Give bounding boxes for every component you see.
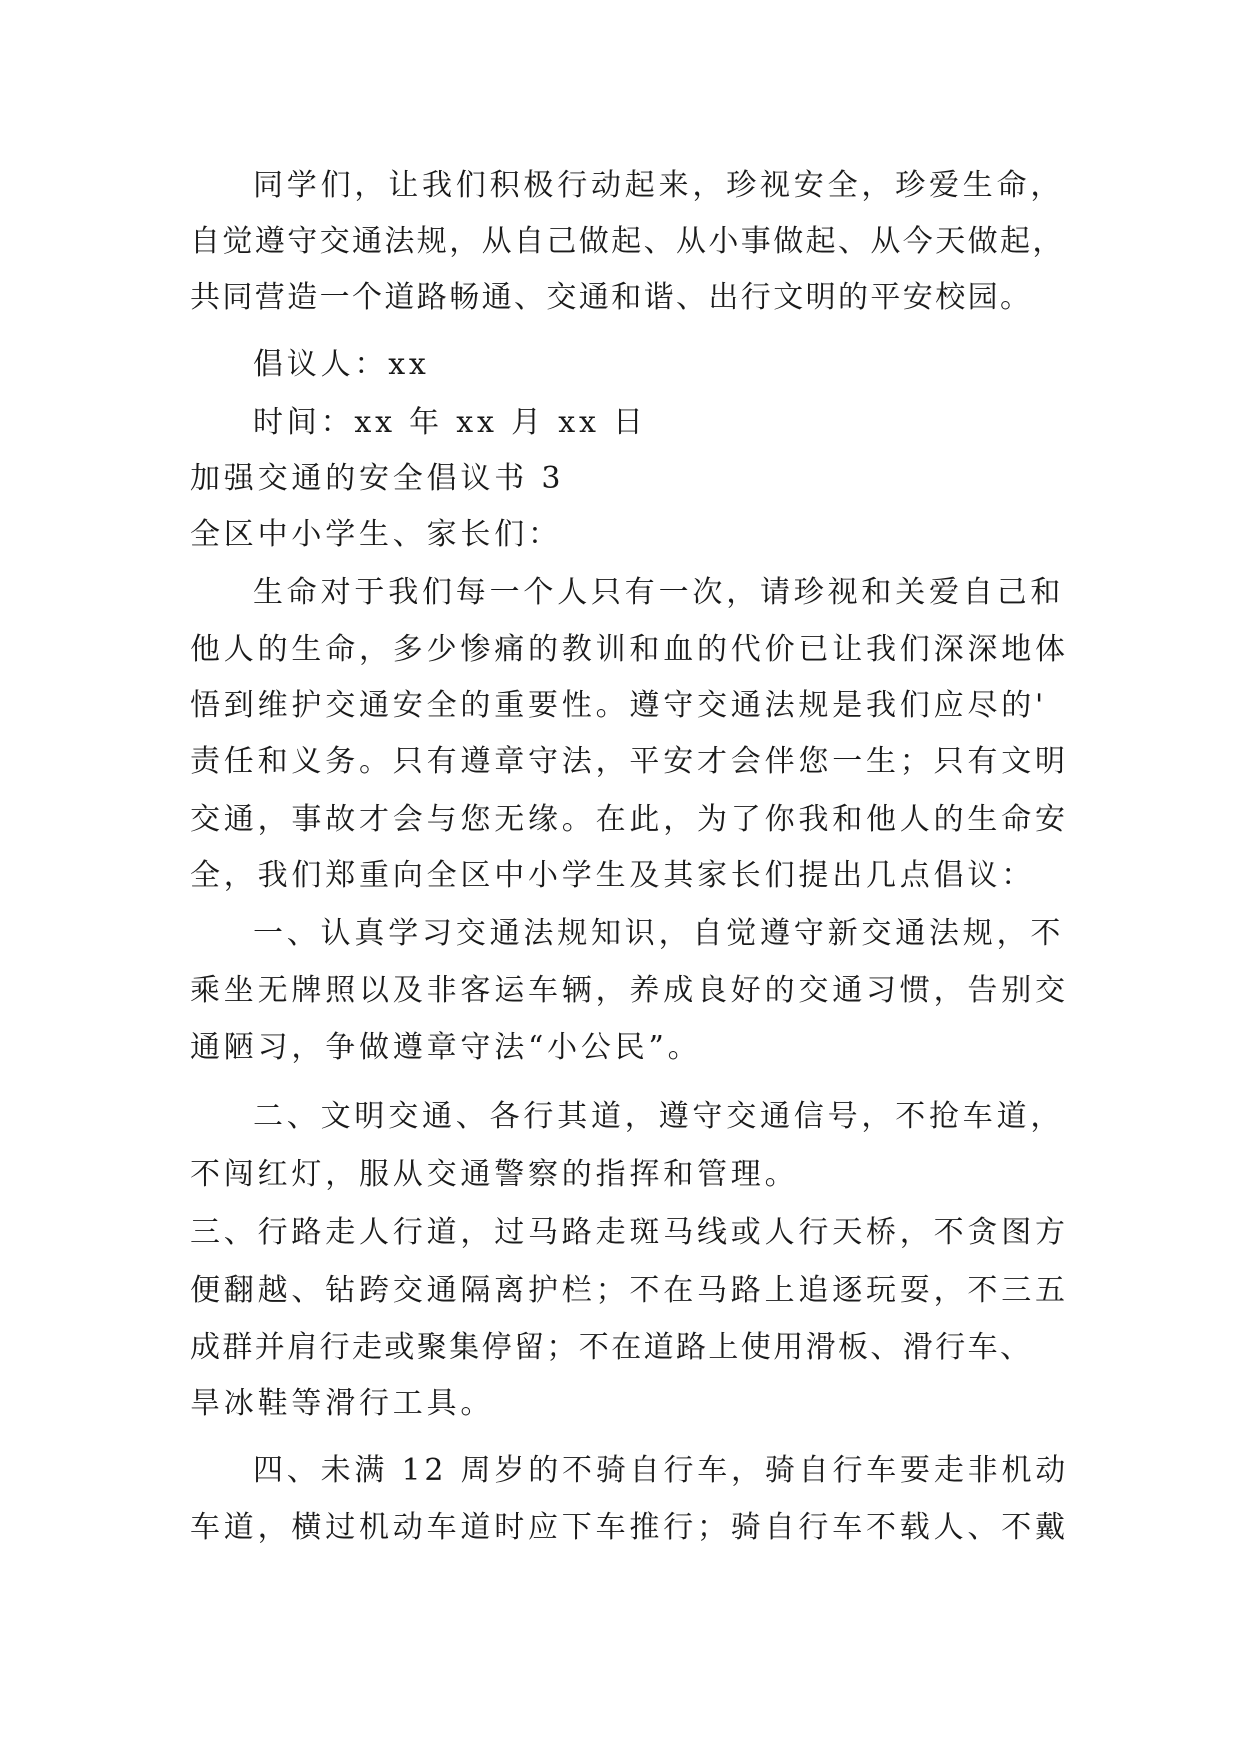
paragraph-line: 责任和义务。只有遵章守法，平安才会伴您一生；只有文明 bbox=[190, 744, 1069, 779]
paragraph-line: 不闯红灯，服从交通警察的指挥和管理。 bbox=[190, 1157, 799, 1192]
salutation: 全区中小学生、家长们： bbox=[190, 517, 562, 552]
paragraph-line: 二、文明交通、各行其道，遵守交通信号，不抢车道， bbox=[253, 1099, 1065, 1134]
section-title: 加强交通的安全倡议书 3 bbox=[190, 461, 565, 496]
paragraph-line: 乘坐无牌照以及非客运车辆，养成良好的交通习惯，告别交 bbox=[190, 973, 1069, 1008]
paragraph-line: 成群并肩行走或聚集停留；不在道路上使用滑板、滑行车、 bbox=[190, 1330, 1033, 1365]
paragraph-line: 便翻越、钻跨交通隔离护栏；不在马路上追逐玩耍，不三五 bbox=[190, 1273, 1069, 1308]
paragraph-line: 悟到维护交通安全的重要性。遵守交通法规是我们应尽的' bbox=[190, 688, 1048, 723]
paragraph-line: 三、行路走人行道，过马路走斑马线或人行天桥，不贪图方 bbox=[190, 1215, 1069, 1250]
paragraph-line: 旱冰鞋等滑行工具。 bbox=[190, 1386, 495, 1421]
paragraph-line: 同学们，让我们积极行动起来，珍视安全，珍爱生命， bbox=[253, 168, 1065, 203]
signatory-line: 倡议人：xx bbox=[253, 347, 430, 382]
paragraph-line: 共同营造一个道路畅通、交通和谐、出行文明的平安校园。 bbox=[190, 280, 1033, 315]
paragraph-line: 交通，事故才会与您无缘。在此，为了你我和他人的生命安 bbox=[190, 802, 1069, 837]
paragraph-line: 他人的生命，多少惨痛的教训和血的代价已让我们深深地体 bbox=[190, 632, 1069, 667]
paragraph-line: 全，我们郑重向全区中小学生及其家长们提出几点倡议： bbox=[190, 858, 1035, 893]
paragraph-line: 通陋习，争做遵章守法“小公民”。 bbox=[190, 1030, 702, 1065]
paragraph-line: 车道，横过机动车道时应下车推行；骑自行车不载人、不戴 bbox=[190, 1510, 1069, 1545]
paragraph-line: 四、未满 12 周岁的不骑自行车，骑自行车要走非机动 bbox=[253, 1453, 1070, 1488]
paragraph-line: 生命对于我们每一个人只有一次，请珍视和关爱自己和 bbox=[253, 575, 1065, 610]
paragraph-line: 一、认真学习交通法规知识，自觉遵守新交通法规，不 bbox=[253, 916, 1065, 951]
paragraph-line: 自觉遵守交通法规，从自己做起、从小事做起、从今天做起， bbox=[190, 224, 1065, 259]
date-line: 时间：xx 年 xx 月 xx 日 bbox=[253, 405, 647, 440]
